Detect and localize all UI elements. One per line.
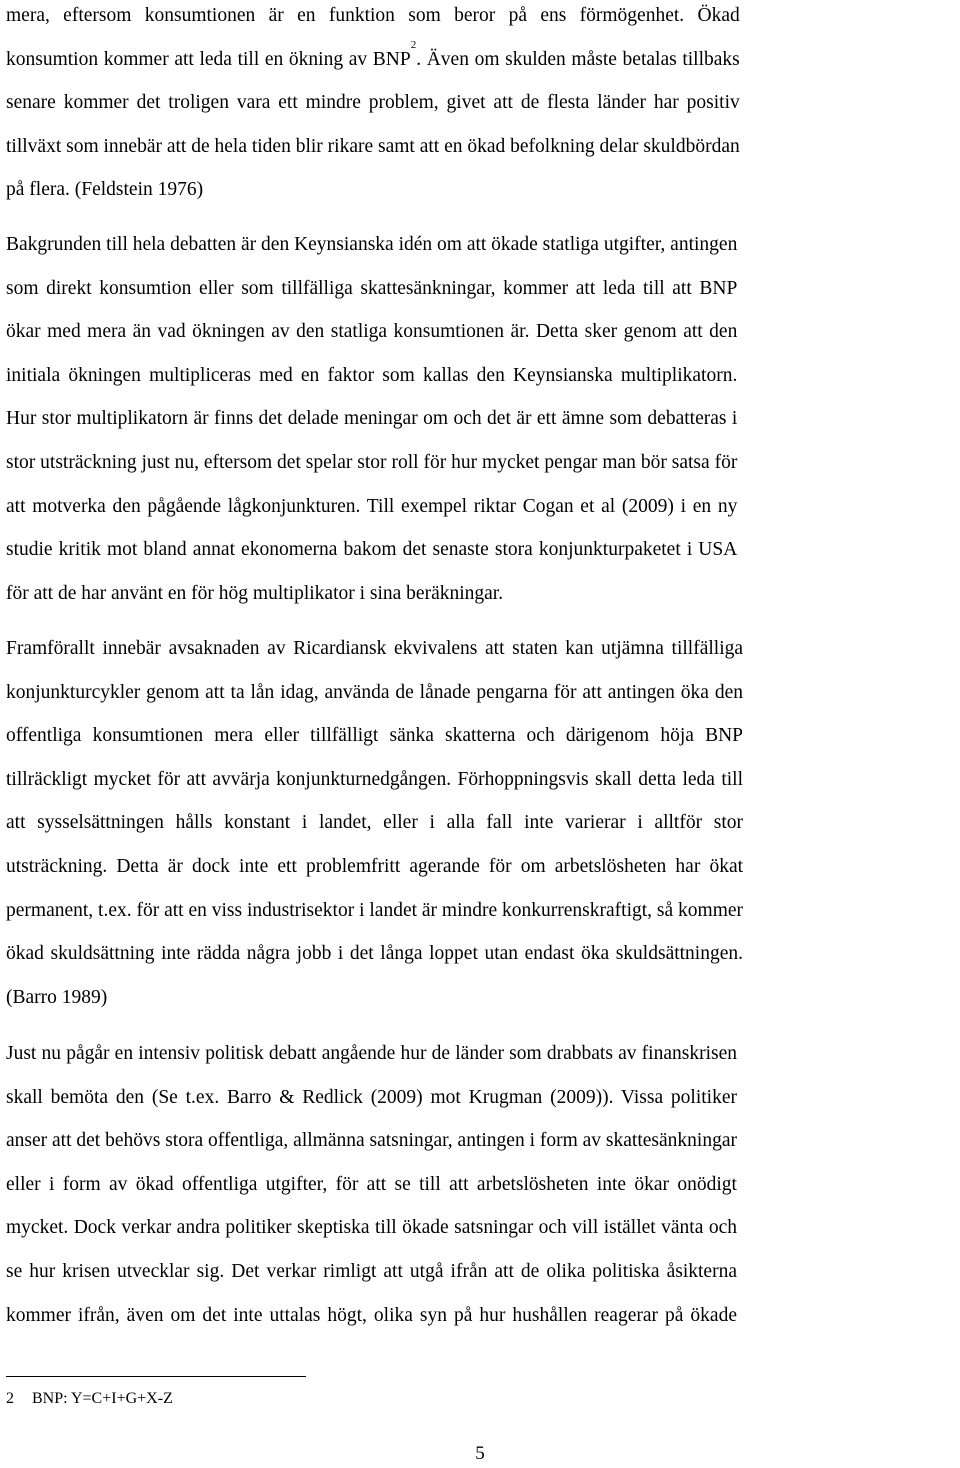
footnote-number: 2 xyxy=(6,1390,14,1407)
text-line: studie kritik mot bland annat ekonomerna bakom det senaste stora konjunkturpaketet i USA xyxy=(6,539,738,561)
text-line: Framförallt innebär avsaknaden av Ricardiansk ekvivalens att staten kan utjämna tillfälliga xyxy=(6,638,744,659)
text-line: som direkt konsumtion eller som tillfälliga skattesänkningar, kommer att leda till att BNP xyxy=(6,277,738,299)
text-line: att sysselsättningen hålls konstant i landet, eller i alla fall inte varierar i alltför stor xyxy=(6,812,744,834)
text-line: eller i form av ökad offentliga utgifter, för att se till att arbetslösheten inte ökar onödigt xyxy=(6,1173,737,1195)
text-line: ökar med mera än vad ökningen av den statliga konsumtionen är. Detta sker genom att den xyxy=(6,321,738,343)
text-line: mera, eftersom konsumtionen är en funktion som beror på ens förmögenhet. Ökad xyxy=(6,5,740,26)
text-line: Bakgrunden till hela debatten är den Keynsianska idén om att ökade statliga utgifter, antingen xyxy=(6,234,738,255)
footnote-separator xyxy=(6,1376,306,1377)
text-line: kommer ifrån, även om det inte uttalas högt, olika syn på hur hushållen reagerar på ökade xyxy=(6,1304,737,1326)
text-line: utsträckning. Detta är dock inte ett problemfritt agerande för om arbetslösheten har ökat xyxy=(6,855,744,877)
text-line: initiala ökningen multipliceras med en faktor som kallas den Keynsianska multiplikatorn. xyxy=(6,364,738,386)
text-line: offentliga konsumtionen mera eller tillfälligt sänka skatterna och därigenom höja BNP xyxy=(6,725,744,747)
text-line: Hur stor multiplikatorn är finns det delade meningar om och det är ett ämne som debatteras i xyxy=(6,408,738,430)
text-line: ökad skuldsättning inte rädda några jobb i det långa loppet utan endast öka skuldsättningen. xyxy=(6,943,744,965)
footnote-text: BNP: Y=C+I+G+X-Z xyxy=(32,1390,173,1407)
text-line: stor utsträckning just nu, eftersom det spelar stor roll för hur mycket pengar man bör satsa för xyxy=(6,451,738,473)
footnote-reference[interactable]: 2 xyxy=(410,38,417,51)
text-line: Just nu pågår en intensiv politisk debatt angående hur de länder som drabbats av finanskrisen xyxy=(6,1043,737,1064)
text-segment: konsumtion kommer att leda till en ökning av BNP xyxy=(6,48,411,70)
text-line: att motverka den pågående lågkonjunkturen. Till exempel riktar Cogan et al (2009) i en ny xyxy=(6,495,738,517)
footnote xyxy=(6,1388,173,1410)
paragraph-2 xyxy=(6,223,737,615)
text-line: se hur krisen utvecklar sig. Det verkar rimligt att utgå ifrån att de olika politiska åsikterna xyxy=(6,1260,737,1282)
paragraph-1 xyxy=(6,0,740,212)
text-line: (Barro 1989) xyxy=(6,986,108,1008)
text-line: anser att det behövs stora offentliga, allmänna satsningar, antingen i form av skattesänkningar xyxy=(6,1130,737,1152)
text-line: mycket. Dock verkar andra politiker skeptiska till ökade satsningar och vill istället vänta och xyxy=(6,1217,737,1239)
text-line: skall bemöta den (Se t.ex. Barro & Redlick (2009) mot Krugman (2009)). Vissa politiker xyxy=(6,1086,737,1108)
text-line: tillväxt som innebär att de hela tiden blir rikare samt att en ökad befolkning delar skuldbördan xyxy=(6,135,740,157)
text-line: konjunkturcykler genom att ta lån idag, använda de lånade pengarna för att antingen öka den xyxy=(6,681,744,703)
text-line: på flera. (Feldstein 1976) xyxy=(6,179,204,201)
text-segment: . Även om skulden måste betalas tillbaks xyxy=(416,48,740,70)
text-line: senare kommer det troligen vara ett mindre problem, givet att de flesta länder har positiv xyxy=(6,92,740,114)
paragraph-4 xyxy=(6,1032,737,1337)
text-line-with-footnote xyxy=(6,38,740,82)
text-line: tillräckligt mycket för att avvärja konjunkturnedgången. Förhoppningsvis skall detta leda till xyxy=(6,768,744,790)
text-line: permanent, t.ex. för att en viss industrisektor i landet är mindre konkurrenskraftigt, så kommer xyxy=(6,899,744,921)
page-number: 5 xyxy=(475,1443,485,1464)
text-line: för att de har använt en för hög multiplikator i sina beräkningar. xyxy=(6,582,504,604)
paragraph-3 xyxy=(6,627,743,1019)
